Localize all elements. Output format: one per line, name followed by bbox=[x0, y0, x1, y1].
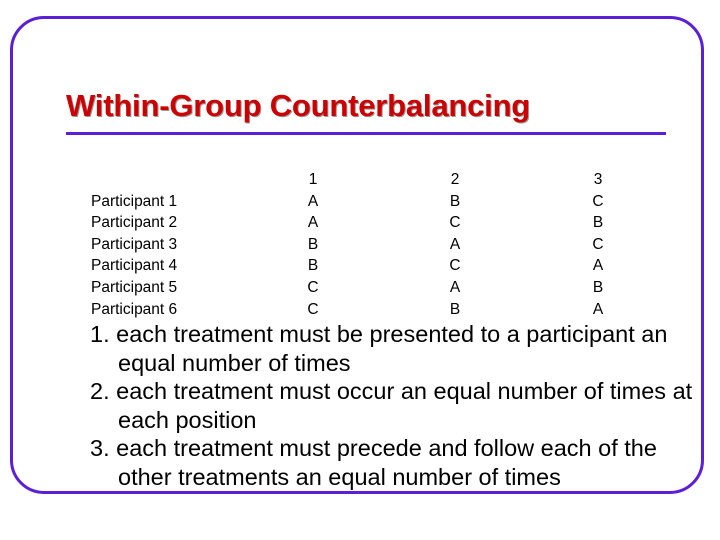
treatment-cell: A bbox=[307, 192, 319, 210]
participant-label: Participant 2 bbox=[91, 214, 178, 232]
rule-item: 2. each treatment must occur an equal number of times at each position bbox=[90, 378, 693, 433]
treatment-cell: A bbox=[449, 278, 461, 296]
rules-list bbox=[90, 320, 702, 491]
position-2-column bbox=[445, 169, 465, 320]
position-3-column bbox=[588, 169, 608, 320]
position-header: 3 bbox=[593, 171, 603, 188]
treatment-cell: C bbox=[592, 192, 604, 210]
participant-label: Participant 4 bbox=[91, 257, 178, 275]
treatment-cell: B bbox=[307, 257, 319, 275]
treatment-cell: B bbox=[592, 278, 604, 296]
participant-label: Participant 6 bbox=[91, 300, 178, 318]
slide-title: Within-Group Counterbalancing bbox=[66, 88, 531, 123]
treatment-cell: C bbox=[307, 300, 319, 318]
rule-item: 1. each treatment must be presented to a participant an equal number of times bbox=[90, 321, 668, 376]
participant-label: Participant 3 bbox=[91, 235, 178, 253]
treatment-cell: A bbox=[592, 257, 604, 275]
treatment-cell: C bbox=[449, 214, 461, 232]
treatment-cell: C bbox=[592, 235, 604, 253]
treatment-cell: B bbox=[592, 214, 604, 232]
participants-column bbox=[91, 169, 177, 320]
treatment-cell: A bbox=[307, 214, 319, 232]
rule-item: 3. each treatment must precede and follow each of the other treatments an equal number of times bbox=[90, 435, 657, 490]
treatment-cell: B bbox=[449, 192, 461, 210]
treatment-cell: A bbox=[449, 235, 461, 253]
title-underline bbox=[66, 132, 666, 135]
position-1-column bbox=[303, 169, 323, 320]
participant-label: Participant 5 bbox=[91, 278, 178, 296]
participant-label: Participant 1 bbox=[91, 192, 178, 210]
treatment-cell: C bbox=[307, 278, 319, 296]
treatment-cell: A bbox=[592, 300, 604, 318]
position-header: 1 bbox=[308, 171, 318, 188]
position-header: 2 bbox=[450, 171, 460, 188]
treatment-cell: C bbox=[449, 257, 461, 275]
treatment-cell: B bbox=[449, 300, 461, 318]
treatment-cell: B bbox=[307, 235, 319, 253]
